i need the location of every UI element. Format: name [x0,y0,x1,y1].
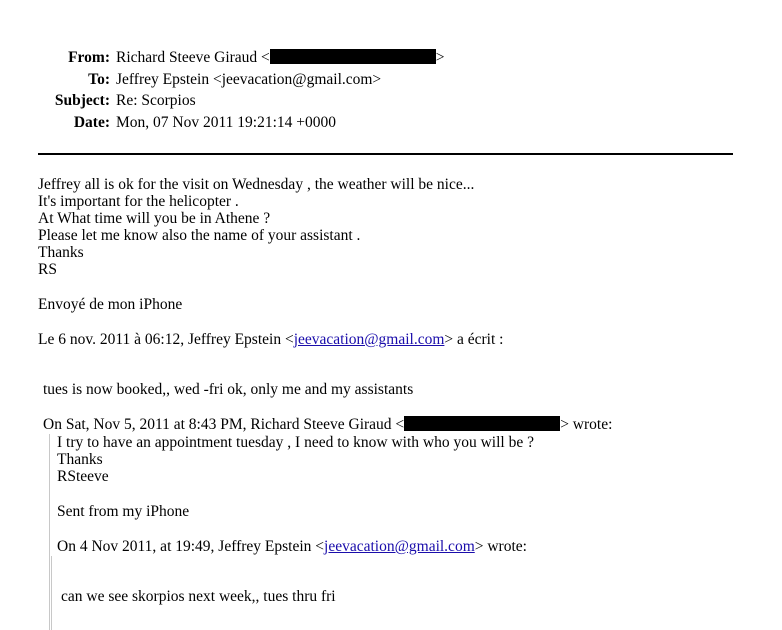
from-label: From: [68,49,110,66]
from-name: Richard Steeve Giraud < [116,49,270,66]
subject-row [0,90,196,112]
quote-header-1-prefix: Le 6 nov. 2011 à 06:12, Jeffrey Epstein < [38,331,294,348]
redaction-bar [270,49,436,64]
quote-header-3-suffix: > wrote: [474,538,527,555]
body-line: RS [38,261,57,278]
body-line: Jeffrey all is ok for the visit on Wednesday , the weather will be nice... [38,176,475,193]
to-row [0,69,382,91]
body-line: Thanks [38,244,84,261]
date-label: Date: [73,113,110,131]
header-divider [38,153,733,155]
quote-header-2-suffix: > wrote: [560,416,613,433]
from-row [0,47,445,69]
quote-header-3-prefix: On 4 Nov 2011, at 19:49, Jeffrey Epstein < [57,538,325,555]
to-value: Jeffrey Epstein <jeevacation@gmail.com> [116,70,382,88]
redaction-bar [404,416,560,431]
quote-header-1 [38,331,503,348]
body-line: At What time will you be in Athene ? [38,210,271,227]
quote-bar [49,434,50,630]
from-close: > [435,49,445,66]
email-link[interactable]: jeevacation@gmail.com [293,331,445,348]
quoted-signature: Sent from my iPhone [57,503,190,520]
quote-header-2-prefix: On Sat, Nov 5, 2011 at 8:43 PM, Richard Steeve Giraud < [43,416,405,433]
to-label: To: [88,70,110,88]
quote-header-1-suffix: > a écrit : [444,331,504,348]
quote-bar-nested [51,556,52,630]
subject-value: Re: Scorpios [116,92,196,109]
reply-line: tues is now booked,, wed -fri ok, only me and my assistants [43,381,414,398]
body-signature: Envoyé de mon iPhone [38,296,183,313]
date-row [0,112,337,134]
body-line: Please let me know also the name of your assistant . [38,227,361,244]
subject-label: Subject: [54,92,110,109]
email-header [0,47,445,133]
quoted-line-nested: can we see skorpios next week,, tues thru fri [61,588,336,605]
quote-header-3 [57,538,527,555]
body-line: It's important for the helicopter . [38,193,239,210]
quoted-line: I try to have an appointment tuesday , I need to know with who you will be ? [57,434,534,451]
email-link[interactable]: jeevacation@gmail.com [324,538,475,555]
quoted-line: RSteeve [57,468,109,485]
date-value: Mon, 07 Nov 2011 19:21:14 +0000 [116,113,337,131]
quote-header-2 [43,416,612,433]
from-value [116,47,445,69]
quoted-line: Thanks [57,451,103,468]
